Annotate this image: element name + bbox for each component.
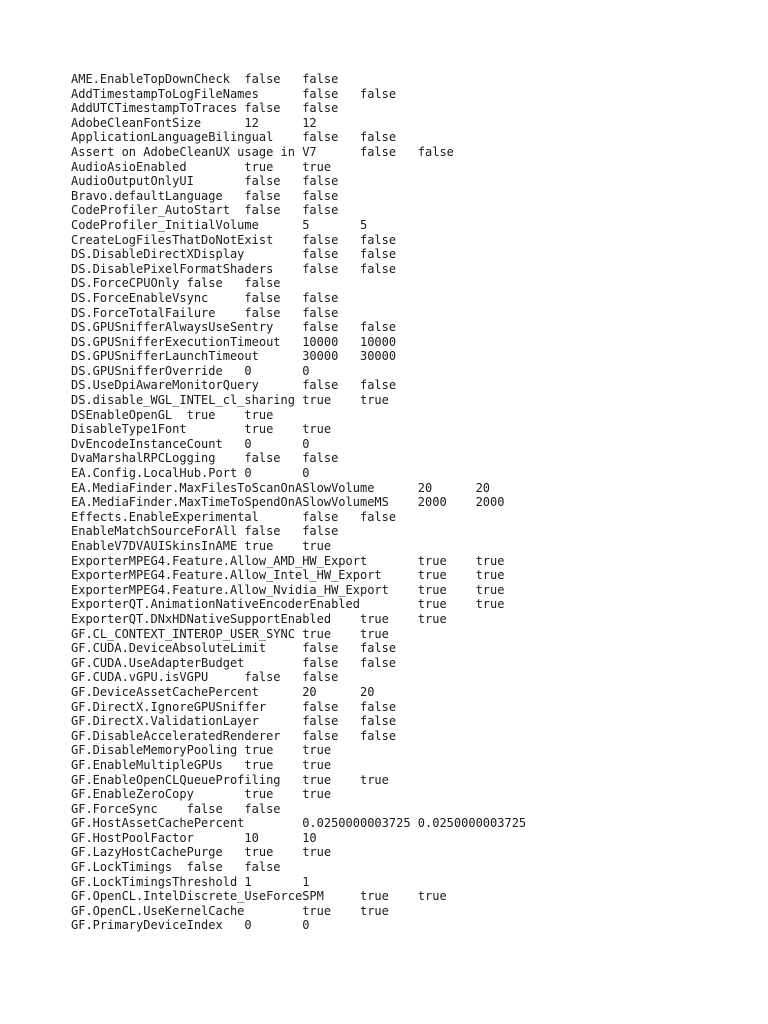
preference-default: false bbox=[359, 378, 397, 393]
preference-value: false bbox=[186, 860, 223, 875]
preference-default: 0 bbox=[302, 466, 310, 481]
preference-key: EA.Config.LocalHub.Port bbox=[71, 466, 238, 481]
preference-row bbox=[71, 656, 751, 671]
preference-row bbox=[71, 130, 751, 145]
preference-key: DS.ForceEnableVsync bbox=[71, 290, 209, 305]
preference-row bbox=[71, 335, 751, 350]
preference-value: false bbox=[302, 232, 339, 247]
preference-key: AddTimestampToLogFileNames bbox=[71, 86, 259, 101]
preference-key: GF.HostAssetCachePercent bbox=[71, 816, 245, 831]
preference-default: false bbox=[359, 130, 397, 145]
preference-key: ExporterMPEG4.Feature.Allow_AMD_HW_Export bbox=[71, 553, 368, 568]
preference-default: 30000 bbox=[359, 349, 397, 364]
preference-key: ExporterMPEG4.Feature.Allow_Nvidia_HW_Export bbox=[71, 582, 389, 597]
preference-key: GF.DeviceAssetCachePercent bbox=[71, 684, 259, 699]
preference-default: false bbox=[244, 276, 281, 291]
preference-value: false bbox=[186, 276, 223, 291]
preference-key: CodeProfiler_AutoStart bbox=[71, 203, 230, 218]
preference-default: false bbox=[417, 144, 454, 159]
preference-row bbox=[71, 670, 751, 685]
preference-row bbox=[71, 276, 751, 291]
preference-key: DisableType1Font bbox=[71, 422, 187, 437]
preference-key: GF.DisableAcceleratedRenderer bbox=[71, 728, 281, 743]
preference-value: false bbox=[244, 203, 281, 218]
preference-default: true bbox=[475, 553, 505, 568]
preference-default: false bbox=[359, 655, 397, 670]
preference-key: DS.UseDpiAwareMonitorQuery bbox=[71, 378, 259, 393]
preference-value: false bbox=[302, 86, 339, 101]
preference-default: false bbox=[359, 714, 397, 729]
preference-default: false bbox=[302, 305, 339, 320]
preference-value: 10000 bbox=[302, 334, 339, 349]
preference-default: true bbox=[302, 539, 332, 553]
preference-row bbox=[71, 918, 751, 933]
preference-default: 20 bbox=[475, 480, 491, 495]
preference-key: ExporterQT.AnimationNativeEncoderEnabled bbox=[71, 597, 360, 612]
preference-row bbox=[71, 481, 751, 496]
preference-row bbox=[71, 860, 751, 875]
preference-default: 0 bbox=[302, 363, 310, 378]
preference-key: GF.EnableMultipleGPUs bbox=[71, 757, 223, 772]
preference-value: true bbox=[302, 626, 332, 641]
preference-default: true bbox=[302, 743, 332, 758]
preference-value: false bbox=[244, 305, 281, 320]
preference-row bbox=[71, 816, 751, 831]
preference-row bbox=[71, 510, 751, 525]
preference-default: true bbox=[302, 787, 332, 802]
preference-key: Assert on AdobeCleanUX usage in V7 bbox=[71, 144, 317, 159]
preference-key: DS.GPUSnifferAlwaysUseSentry bbox=[71, 320, 274, 335]
preference-value: false bbox=[302, 261, 339, 276]
preference-value: true bbox=[244, 422, 274, 437]
preference-default: 2000 bbox=[475, 495, 505, 510]
preference-value: 20 bbox=[417, 480, 433, 495]
preference-row bbox=[71, 685, 751, 700]
preference-key: GF.LockTimings bbox=[71, 860, 173, 875]
preference-default: true bbox=[359, 393, 389, 408]
preference-key: AudioAsioEnabled bbox=[71, 159, 187, 174]
preference-default: false bbox=[359, 699, 397, 714]
preference-value: true bbox=[417, 553, 447, 568]
preference-key: GF.ForceSync bbox=[71, 801, 158, 816]
preference-default: false bbox=[359, 509, 397, 524]
preference-row bbox=[71, 189, 751, 204]
preference-default: 5 bbox=[359, 217, 368, 232]
preference-row bbox=[71, 904, 751, 919]
preference-key: GF.OpenCL.IntelDiscrete_UseForceSPM bbox=[71, 889, 324, 904]
preference-default: 10000 bbox=[359, 334, 397, 349]
preference-default: false bbox=[359, 261, 397, 276]
preference-default: 10 bbox=[302, 830, 317, 845]
preference-value: 0.0250000003725 bbox=[302, 816, 411, 831]
preference-value: true bbox=[417, 582, 447, 597]
preference-value: false bbox=[244, 72, 281, 86]
preference-key: DS.GPUSnifferExecutionTimeout bbox=[71, 334, 281, 349]
preference-key: GF.PrimaryDeviceIndex bbox=[71, 918, 223, 933]
preference-value: false bbox=[302, 714, 339, 729]
preference-value: true bbox=[302, 903, 332, 918]
preference-default: false bbox=[359, 86, 397, 101]
preference-value: false bbox=[244, 188, 281, 203]
preference-row bbox=[71, 145, 751, 160]
preference-key: AME.EnableTopDownCheck bbox=[71, 72, 230, 86]
preference-row bbox=[71, 160, 751, 175]
preference-row bbox=[71, 422, 751, 437]
preference-value: false bbox=[302, 699, 339, 714]
preference-value: true bbox=[244, 539, 274, 553]
preference-row bbox=[71, 524, 751, 539]
preference-key: Bravo.defaultLanguage bbox=[71, 188, 223, 203]
preference-row bbox=[71, 203, 751, 218]
preference-value: false bbox=[302, 641, 339, 656]
preference-key: ApplicationLanguageBilingual bbox=[71, 130, 274, 145]
preference-value: true bbox=[244, 757, 274, 772]
preference-value: true bbox=[244, 159, 274, 174]
preference-row bbox=[71, 72, 751, 87]
preference-key: DSEnableOpenGL bbox=[71, 407, 173, 422]
preference-default: false bbox=[359, 728, 397, 743]
preference-key: DS.DisableDirectXDisplay bbox=[71, 247, 245, 262]
preference-key: GF.EnableZeroCopy bbox=[71, 787, 194, 802]
preference-value: false bbox=[302, 728, 339, 743]
preference-row bbox=[71, 174, 751, 189]
preference-key: DS.GPUSnifferOverride bbox=[71, 363, 223, 378]
preference-default: true bbox=[475, 582, 505, 597]
preference-default: 0 bbox=[302, 918, 310, 933]
preference-key: DS.ForceTotalFailure bbox=[71, 305, 216, 320]
preference-row bbox=[71, 393, 751, 408]
preference-value: false bbox=[302, 655, 339, 670]
preference-value: 0 bbox=[244, 918, 252, 933]
preference-default: false bbox=[302, 188, 339, 203]
preference-key: DS.disable_WGL_INTEL_cl_sharing bbox=[71, 393, 295, 408]
preference-value: true bbox=[302, 772, 332, 787]
preference-row bbox=[71, 349, 751, 364]
preference-default: 1 bbox=[302, 874, 310, 889]
preference-default: false bbox=[302, 203, 339, 218]
preference-key: CreateLogFilesThatDoNotExist bbox=[71, 232, 274, 247]
preference-key: EA.MediaFinder.MaxFilesToScanOnASlowVolume bbox=[71, 480, 375, 495]
preference-row bbox=[71, 364, 751, 379]
preference-default: false bbox=[359, 320, 397, 335]
preference-row bbox=[71, 451, 751, 466]
preference-value: true bbox=[359, 889, 389, 904]
preference-default: true bbox=[359, 903, 389, 918]
preference-row bbox=[71, 233, 751, 248]
preference-default: true bbox=[302, 845, 332, 860]
preference-row bbox=[71, 437, 751, 452]
preference-row bbox=[71, 378, 751, 393]
preference-row bbox=[71, 583, 751, 598]
preference-default: false bbox=[302, 524, 339, 539]
preference-default: false bbox=[302, 72, 339, 86]
preference-default: true bbox=[475, 597, 505, 612]
preference-default: false bbox=[359, 247, 397, 262]
preference-value: 30000 bbox=[302, 349, 339, 364]
preference-row bbox=[71, 802, 751, 817]
preference-default: true bbox=[302, 757, 332, 772]
preference-row bbox=[71, 641, 751, 656]
preference-default: false bbox=[302, 174, 339, 189]
preference-key: EnableMatchSourceForAll bbox=[71, 524, 238, 539]
preference-value: 10 bbox=[244, 830, 259, 845]
preference-default: true bbox=[417, 611, 447, 626]
preference-key: AudioOutputOnlyUI bbox=[71, 174, 194, 189]
preference-row bbox=[71, 554, 751, 569]
preference-key: DS.DisablePixelFormatShaders bbox=[71, 261, 274, 276]
preference-default: false bbox=[244, 860, 281, 875]
preference-row bbox=[71, 116, 751, 131]
preference-row bbox=[71, 262, 751, 277]
preference-value: false bbox=[359, 144, 397, 159]
preference-value: true bbox=[244, 787, 274, 802]
preference-default: 20 bbox=[359, 684, 375, 699]
preference-row bbox=[71, 408, 751, 423]
preference-value: 2000 bbox=[417, 495, 447, 510]
preference-row bbox=[71, 729, 751, 744]
preference-value: false bbox=[244, 101, 281, 116]
preference-default: true bbox=[417, 889, 447, 904]
preference-value: false bbox=[302, 509, 339, 524]
preference-row bbox=[71, 758, 751, 773]
preference-row bbox=[71, 714, 751, 729]
preference-key: GF.DirectX.ValidationLayer bbox=[71, 714, 259, 729]
preference-default: false bbox=[302, 451, 339, 466]
preference-value: false bbox=[244, 670, 281, 685]
preference-default: false bbox=[359, 232, 397, 247]
preference-row bbox=[71, 612, 751, 627]
preference-value: false bbox=[302, 320, 339, 335]
preference-key: GF.LazyHostCachePurge bbox=[71, 845, 223, 860]
preference-value: 0 bbox=[244, 363, 252, 378]
preference-key: ExporterMPEG4.Feature.Allow_Intel_HW_Export bbox=[71, 568, 382, 583]
preference-default: true bbox=[475, 568, 505, 583]
preference-key: DS.GPUSnifferLaunchTimeout bbox=[71, 349, 259, 364]
preference-key: GF.LockTimingsThreshold bbox=[71, 874, 238, 889]
preference-default: true bbox=[244, 407, 274, 422]
preference-default: true bbox=[359, 772, 389, 787]
preference-value: false bbox=[302, 130, 339, 145]
preference-value: false bbox=[244, 290, 281, 305]
preference-default: false bbox=[302, 670, 339, 685]
preference-row bbox=[71, 247, 751, 262]
preference-row bbox=[71, 831, 751, 846]
preference-key: GF.CUDA.DeviceAbsoluteLimit bbox=[71, 641, 267, 656]
preference-default: false bbox=[302, 101, 339, 116]
preference-row bbox=[71, 218, 751, 233]
preference-key: GF.EnableOpenCLQueueProfiling bbox=[71, 772, 281, 787]
preference-key: DvaMarshalRPCLogging bbox=[71, 451, 216, 466]
preference-value: true bbox=[244, 845, 274, 860]
preference-value: false bbox=[302, 247, 339, 262]
preference-row bbox=[71, 539, 751, 554]
preference-value: false bbox=[244, 174, 281, 189]
preference-value: true bbox=[186, 407, 216, 422]
preference-row bbox=[71, 743, 751, 758]
preference-key: ExporterQT.DNxHDNativeSupportEnabled bbox=[71, 611, 332, 626]
preference-key: CodeProfiler_InitialVolume bbox=[71, 217, 259, 232]
preference-value: 1 bbox=[244, 874, 252, 889]
preference-row bbox=[71, 787, 751, 802]
preference-row bbox=[71, 773, 751, 788]
preference-row bbox=[71, 597, 751, 612]
preference-key: AddUTCTimestampToTraces bbox=[71, 101, 238, 116]
preference-row bbox=[71, 466, 751, 481]
preference-row bbox=[71, 700, 751, 715]
preference-key: GF.DirectX.IgnoreGPUSniffer bbox=[71, 699, 267, 714]
preference-value: true bbox=[302, 393, 332, 408]
preference-value: 0 bbox=[244, 466, 252, 481]
preference-key: DvEncodeInstanceCount bbox=[71, 436, 223, 451]
preference-value: false bbox=[302, 378, 339, 393]
preference-listing bbox=[71, 72, 751, 933]
preference-key: GF.CUDA.UseAdapterBudget bbox=[71, 655, 245, 670]
preference-default: true bbox=[302, 422, 332, 437]
preference-value: 0 bbox=[244, 436, 252, 451]
preference-value: true bbox=[417, 568, 447, 583]
preference-row bbox=[71, 627, 751, 642]
preference-value: 5 bbox=[302, 217, 310, 232]
preference-key: AdobeCleanFontSize bbox=[71, 115, 202, 130]
preference-row bbox=[71, 87, 751, 102]
preference-default: 0 bbox=[302, 436, 310, 451]
preference-key: EA.MediaFinder.MaxTimeToSpendOnASlowVolumeMS bbox=[71, 495, 389, 510]
preference-value: false bbox=[244, 524, 281, 539]
preference-row bbox=[71, 320, 751, 335]
preference-value: false bbox=[244, 451, 281, 466]
preference-row bbox=[71, 875, 751, 890]
preference-key: EnableV7DVAUISkinsInAME bbox=[71, 539, 238, 553]
preference-row bbox=[71, 495, 751, 510]
preference-row bbox=[71, 889, 751, 904]
preference-default: 0.0250000003725 bbox=[417, 816, 527, 831]
preference-value: 20 bbox=[302, 684, 317, 699]
preference-default: false bbox=[302, 290, 339, 305]
preference-value: true bbox=[244, 743, 274, 758]
preference-default: true bbox=[359, 626, 389, 641]
preference-key: Effects.EnableExperimental bbox=[71, 509, 259, 524]
preference-key: GF.HostPoolFactor bbox=[71, 830, 194, 845]
preference-key: GF.OpenCL.UseKernelCache bbox=[71, 903, 245, 918]
preference-row bbox=[71, 568, 751, 583]
preference-default: false bbox=[244, 801, 281, 816]
preference-key: GF.CUDA.vGPU.isVGPU bbox=[71, 670, 209, 685]
preference-default: true bbox=[302, 159, 332, 174]
preference-row bbox=[71, 291, 751, 306]
preference-value: true bbox=[417, 597, 447, 612]
preference-row bbox=[71, 306, 751, 321]
preference-key: GF.DisableMemoryPooling bbox=[71, 743, 238, 758]
preference-row bbox=[71, 845, 751, 860]
preference-key: GF.CL_CONTEXT_INTEROP_USER_SYNC bbox=[71, 626, 295, 641]
preference-row bbox=[71, 101, 751, 116]
preference-default: false bbox=[359, 641, 397, 656]
preference-value: true bbox=[359, 611, 389, 626]
preference-value: false bbox=[186, 801, 223, 816]
preference-value: 12 bbox=[244, 115, 259, 130]
preference-key: DS.ForceCPUOnly bbox=[71, 276, 180, 291]
preference-default: 12 bbox=[302, 115, 317, 130]
